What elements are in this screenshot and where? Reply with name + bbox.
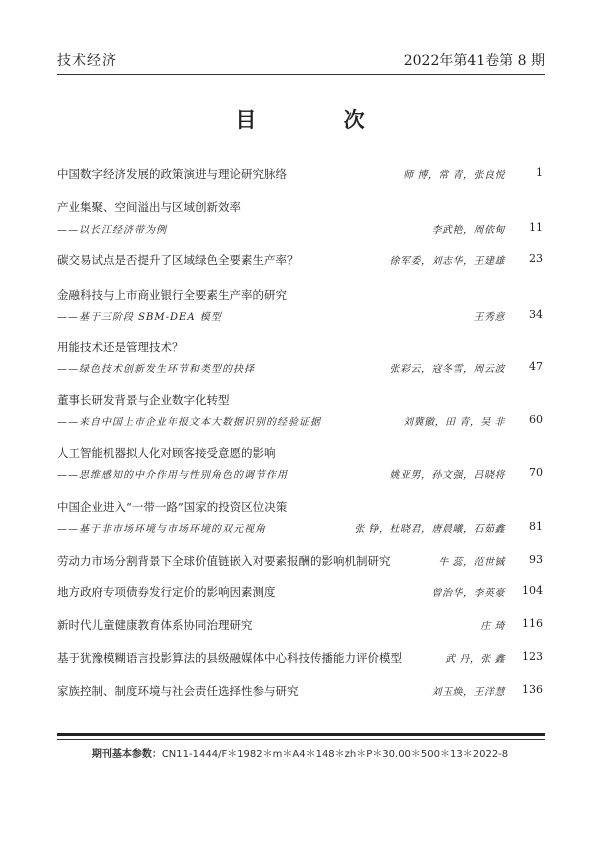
entry-page: 104 xyxy=(522,584,543,597)
entry-page: 123 xyxy=(522,650,543,663)
footer-rule-bottom xyxy=(57,739,545,740)
entry-subtitle: ——来自中国上市企业年报文本大数据识别的经验证据 xyxy=(57,417,321,428)
entry-page: 81 xyxy=(529,520,543,533)
entry-title: 金融科技与上市商业银行全要素生产率的研究 xyxy=(57,288,287,302)
entry-page: 60 xyxy=(529,413,543,426)
entry-page: 70 xyxy=(529,466,543,479)
entry-subtitle: ——以长江经济带为例 xyxy=(57,225,167,236)
entry-authors: 刘冀徽，田 青，吴 非 xyxy=(403,417,505,428)
footer-rule-top xyxy=(57,733,545,736)
entry-authors: 曾治华，李英豪 xyxy=(431,588,505,599)
entry-authors: 庄 琦 xyxy=(480,621,505,632)
entry-authors: 王秀意 xyxy=(473,312,505,323)
entry-authors: 姚亚男，孙文强，吕晓将 xyxy=(389,470,505,481)
entry-title: 新时代儿童健康教育体系协同治理研究 xyxy=(57,618,253,632)
entry-authors: 徐军委，刘志华，王建雄 xyxy=(389,256,505,267)
entry-title: 家族控制、制度环境与社会责任选择性参与研究 xyxy=(57,684,299,698)
entry-page: 11 xyxy=(529,221,543,234)
entry-page: 23 xyxy=(529,252,543,265)
entry-subtitle: ——基于非市场环境与市场环境的双元视角 xyxy=(57,524,266,535)
entry-title: 人工智能机器拟人化对顾客接受意愿的影响 xyxy=(57,446,276,460)
entry-page: 34 xyxy=(529,308,543,321)
entry-title: 劳动力市场分割背景下全球价值链嵌入对要素报酬的影响机制研究 xyxy=(57,554,391,568)
entry-authors: 刘玉焕，王洋慧 xyxy=(431,687,505,698)
entry-page: 93 xyxy=(529,553,543,566)
entry-title: 中国数字经济发展的政策演进与理论研究脉络 xyxy=(57,167,287,181)
entry-subtitle: ——思维感知的中介作用与性别角色的调节作用 xyxy=(57,470,288,481)
entry-title: 碳交易试点是否提升了区域绿色全要素生产率？ xyxy=(57,253,299,267)
entry-authors: 师 博，常 青，张良悦 xyxy=(403,170,505,181)
parameters-label: 期刊基本参数： xyxy=(91,749,162,760)
entry-page: 1 xyxy=(536,166,543,179)
entry-page: 136 xyxy=(522,683,543,696)
entry-title: 基于犹豫模糊语言投影算法的县级融媒体中心科技传播能力评价模型 xyxy=(57,651,402,665)
entry-title: 董事长研发背景与企业数字化转型 xyxy=(57,393,230,407)
entry-authors: 牛 蕊，范世铖 xyxy=(438,557,505,568)
page-title: 目 次 xyxy=(235,107,405,132)
journal-name: 技术经济 xyxy=(57,53,117,69)
parameters-value: CN11-1444/F＊1982＊m＊A4＊148＊zh＊P＊30.00＊500＊13＊2022-8 xyxy=(161,749,509,760)
entry-subtitle: ——基于三阶段 SBM-DEA 模型 xyxy=(57,312,222,323)
entry-subtitle: ——绿色技术创新发生环节和类型的抉择 xyxy=(57,364,255,375)
entry-page: 47 xyxy=(529,360,543,373)
entry-authors: 张彩云，寇冬雪，周云波 xyxy=(389,364,505,375)
entry-title: 产业集聚、空间溢出与区域创新效率 xyxy=(57,200,241,214)
entry-authors: 李武艳，周依甸 xyxy=(431,225,505,236)
entry-title: 地方政府专项债券发行定价的影响因素测度 xyxy=(57,585,276,599)
entry-title: 用能技术还是管理技术？ xyxy=(57,340,184,354)
journal-parameters xyxy=(0,745,600,760)
entry-authors: 张 铮，杜晓君，唐晨曦，石茹鑫 xyxy=(354,524,505,535)
entry-title: 中国企业进入“一带一路”国家的投资区位决策 xyxy=(57,500,288,514)
running-header xyxy=(57,50,545,80)
issue-info: 2022年第41卷第 8 期 xyxy=(403,53,545,69)
entry-page: 116 xyxy=(522,617,543,630)
entry-authors: 武 丹，张 鑫 xyxy=(445,654,505,665)
header-rule xyxy=(57,74,545,75)
